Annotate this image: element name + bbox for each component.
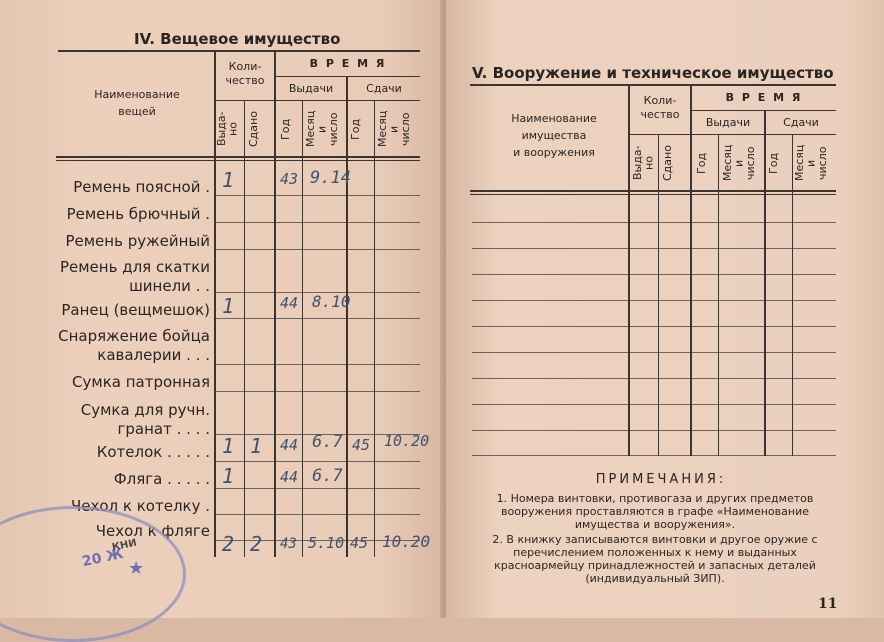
time-rule [692,110,836,111]
ret-year-subheader: Год [767,152,780,174]
quantity-column-header: Коли- чество [640,94,680,121]
return-column-header: Сдачи [366,82,402,95]
row-rule [472,455,836,456]
notes-title: ПРИМЕЧАНИЯ: [595,472,727,487]
handwritten-ret-month-day: 10.20 [382,532,431,551]
stamp-text-2: КНИ [111,537,138,554]
issue-column-header: Выдачи [288,82,334,95]
row-label: Сумка патронная [72,373,210,391]
row-rule [472,222,836,223]
handwritten-year: 44 [280,294,299,312]
row-label: Ремень брючный . [66,205,210,223]
row-rule [216,318,420,319]
note-2: 2. В книжку записываются винтовки и другое оружие с перечислением положенных к нему и выданных красноармейцу принадлежностей и запасных деталей (индивидуальный ЗИП). [492,533,818,585]
header-bottom-rule [56,156,420,158]
row-rule [472,248,836,249]
returned-subheader: Сдано [661,145,674,181]
handwritten-month-day: 6.7 [312,432,343,452]
row-rule [216,488,420,489]
right-page [446,0,884,618]
name-column-header: Наименование имущества и вооружения [511,112,597,160]
handwritten-issued: 1 [222,168,235,192]
handwritten-issued: 1 [222,434,235,458]
page-number: 11 [818,596,838,612]
right-page-title: V. Вооружение и техническое имущество [472,64,834,82]
col-divider [792,134,793,456]
note-1: 1. Номера винтовки, противогаза и других предметов вооружения проставляются в графе «Наименование имущества и вооружения». [496,492,814,531]
col-divider [718,134,719,456]
handwritten-issued: 1 [222,294,235,318]
handwritten-month-day: 8.10 [312,292,351,311]
col-divider [628,86,630,456]
row-label: Ремень для скатки шинели . . [59,258,210,295]
left-page-title: IV. Вещевое имущество [134,30,341,48]
year-subheader: Год [695,152,708,174]
time-rule [276,76,420,77]
handwritten-returned: 1 [250,434,263,458]
col-divider [690,86,692,456]
row-rule [216,195,420,196]
subhead-rule [216,100,420,101]
handwritten-year: 43 [280,170,299,188]
stamp-text: 20 Ж [80,545,125,571]
row-rule [472,274,836,275]
handwritten-year: 44 [280,468,299,486]
returned-subheader: Сдано [247,111,260,147]
ret-year-subheader: Год [349,118,362,140]
handwritten-ret-year: 45 [350,534,369,552]
row-rule [216,514,420,515]
handwritten-returned: 2 [250,532,263,556]
row-label: Котелок . . . . . [96,443,210,461]
header-bottom-rule-2 [470,194,836,195]
time-column-header: В Р Е М Я [725,91,803,104]
header-bottom-rule-2 [56,160,420,161]
row-label: Чехол к фляге [95,522,210,540]
return-column-header: Сдачи [783,116,819,129]
row-label: Фляга . . . . . [113,470,210,488]
header-bottom-rule [470,190,836,192]
ret-month-day-subheader: Месяц и число [376,110,413,148]
row-label: Ранец (вещмешок) [61,301,210,319]
row-rule [472,352,836,353]
star-icon: ★ [128,558,145,579]
row-rule [216,391,420,392]
issued-subheader: Выда- но [215,111,240,147]
handwritten-month-day: 5.10 [308,534,345,552]
issue-column-header: Выдачи [705,116,751,129]
row-rule [472,378,836,379]
handwritten-ret-year: 45 [352,436,371,454]
name-column-header: Наименование вещей [94,88,180,119]
handwritten-issued: 1 [222,464,235,488]
month-day-subheader: Месяц и число [304,110,341,148]
row-rule [472,430,836,431]
issued-subheader: Выда- но [631,145,656,181]
year-subheader: Год [279,118,292,140]
handwritten-issued: 2 [222,532,235,556]
time-column-header: В Р Е М Я [309,57,387,70]
row-rule [216,461,420,462]
header-top-rule [58,50,420,52]
col-divider [346,76,348,557]
row-rule [216,222,420,223]
row-label: Ремень ружейный [65,232,210,250]
handwritten-year: 44 [280,436,299,454]
ret-month-day-subheader: Месяц и число [793,144,830,182]
col-divider [274,52,276,557]
subhead-rule [630,134,836,135]
row-label: Ремень поясной . [73,178,210,196]
row-rule [216,364,420,365]
row-rule [472,300,836,301]
left-page [0,0,446,618]
row-rule [472,326,836,327]
handwritten-ret-month-day: 10.20 [384,432,430,450]
row-rule [472,404,836,405]
row-label: Чехол к котелку . [70,497,210,515]
col-divider [658,134,659,456]
month-day-subheader: Месяц и число [721,144,758,182]
handwritten-year: 43 [280,536,297,552]
quantity-column-header: Коли- чество [225,60,265,87]
handwritten-month-day: 6.7 [312,466,343,486]
row-label: Снаряжение бойца кавалерии . . . [58,327,210,364]
handwritten-month-day: 9.14 [310,168,351,188]
header-top-rule [470,84,836,86]
row-rule [216,249,420,250]
row-label: Сумка для ручн. гранат . . . . [80,401,210,438]
